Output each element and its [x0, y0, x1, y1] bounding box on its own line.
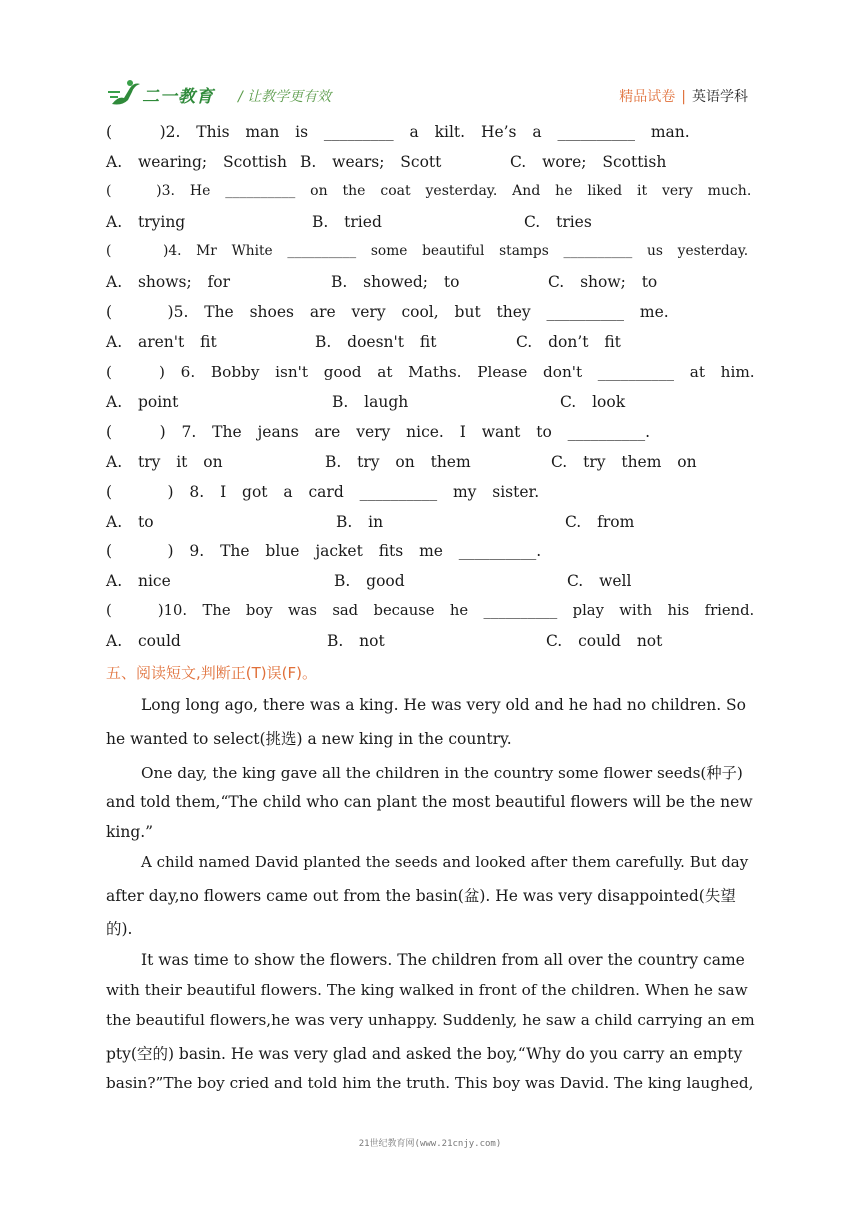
passage-line: and told them,“The child who can plant the most beautiful flowers will be the new — [106, 793, 753, 811]
logo-text: 二一教育 — [142, 87, 214, 107]
option-c: C. look — [560, 393, 626, 411]
option-c: C. tries — [524, 213, 592, 231]
header-tags — [619, 86, 748, 106]
option-b: B. try on them — [325, 453, 471, 471]
question-stem: ( )5. The shoes are very cool, but they __________ me. — [106, 303, 669, 321]
option-c: C. could not — [546, 632, 663, 650]
question-stem: ( ) 7. The jeans are very nice. I want to __________. — [106, 423, 651, 441]
passage-line: 的). — [106, 920, 133, 938]
question-stem: ( ) 6. Bobby isn't good at Maths. Please don't __________ at him. — [106, 363, 755, 381]
option-c: C. show; to — [548, 273, 658, 291]
subject-label: 英语学科 — [692, 89, 748, 105]
option-a: A. nice — [106, 572, 171, 590]
header-separator: | — [681, 89, 686, 105]
question-stem: ( ) 8. I got a card __________ my sister. — [106, 483, 540, 501]
option-c: C. well — [567, 572, 632, 590]
option-c: C. wore; Scottish — [510, 153, 667, 171]
option-a: A. to — [106, 513, 154, 531]
option-a: A. try it on — [106, 453, 223, 471]
option-b: B. doesn't fit — [315, 333, 437, 351]
option-a: A. shows; for — [106, 273, 231, 291]
option-c: C. try them on — [551, 453, 697, 471]
question-stem: ( )3. He __________ on the coat yesterday. And he liked it very much. — [106, 183, 752, 199]
slogan: / 让教学更有效 — [238, 89, 332, 105]
question-stem: ( )2. This man is _________ a kilt. He’s a __________ man. — [106, 123, 690, 141]
passage-line: after day,no flowers came out from the basin(盆). He was very disappointed(失望 — [106, 887, 736, 905]
page-footer: 21世纪教育网(www.21cnjy.com) — [358, 1139, 502, 1149]
option-a: A. aren't fit — [106, 333, 217, 351]
question-stem: ( ) 9. The blue jacket fits me __________. — [106, 542, 542, 560]
option-c: C. from — [565, 513, 635, 531]
option-b: B. laugh — [332, 393, 409, 411]
passage-line: Long long ago, there was a king. He was very old and he had no children. So — [141, 696, 746, 714]
brand-logo — [108, 78, 228, 108]
passage-line: with their beautiful flowers. The king walked in front of the children. When he saw — [106, 981, 748, 999]
option-b: B. in — [336, 513, 384, 531]
question-stem: ( )10. The boy was sad because he __________ play with his friend. — [106, 602, 755, 619]
passage-line: pty(空的) basin. He was very glad and asked the boy,“Why do you carry an empty — [106, 1045, 743, 1063]
passage-line: he wanted to select(挑选) a new king in the country. — [106, 730, 512, 748]
option-b: B. showed; to — [331, 273, 460, 291]
passage-line: A child named David planted the seeds and looked after them carefully. But day — [141, 853, 749, 871]
option-a: A. wearing; Scottish — [106, 153, 287, 171]
option-b: B. wears; Scott — [300, 153, 442, 171]
option-b: B. good — [334, 572, 405, 590]
option-b: B. not — [327, 632, 385, 650]
passage-line: the beautiful flowers,he was very unhappy. Suddenly, he saw a child carrying an em — [106, 1011, 755, 1029]
passage-line: basin?”The boy cried and told him the truth. This boy was David. The king laughed, — [106, 1074, 754, 1092]
option-b: B. tried — [312, 213, 382, 231]
question-stem: ( )4. Mr White __________ some beautiful stamps __________ us yesterday. — [106, 243, 749, 259]
runner-logo-icon — [108, 78, 142, 108]
passage-line: king.” — [106, 823, 154, 841]
option-a: A. could — [106, 632, 181, 650]
passage-line: One day, the king gave all the children in the country some flower seeds(种子) — [141, 764, 743, 782]
option-a: A. trying — [106, 213, 186, 231]
option-c: C. don’t fit — [516, 333, 621, 351]
page-header — [108, 78, 748, 112]
quality-label: 精品试卷 — [619, 89, 676, 105]
passage-line: It was time to show the flowers. The children from all over the country came — [141, 951, 745, 969]
section-title: 五、阅读短文,判断正(T)误(F)。 — [106, 664, 317, 682]
option-a: A. point — [106, 393, 179, 411]
